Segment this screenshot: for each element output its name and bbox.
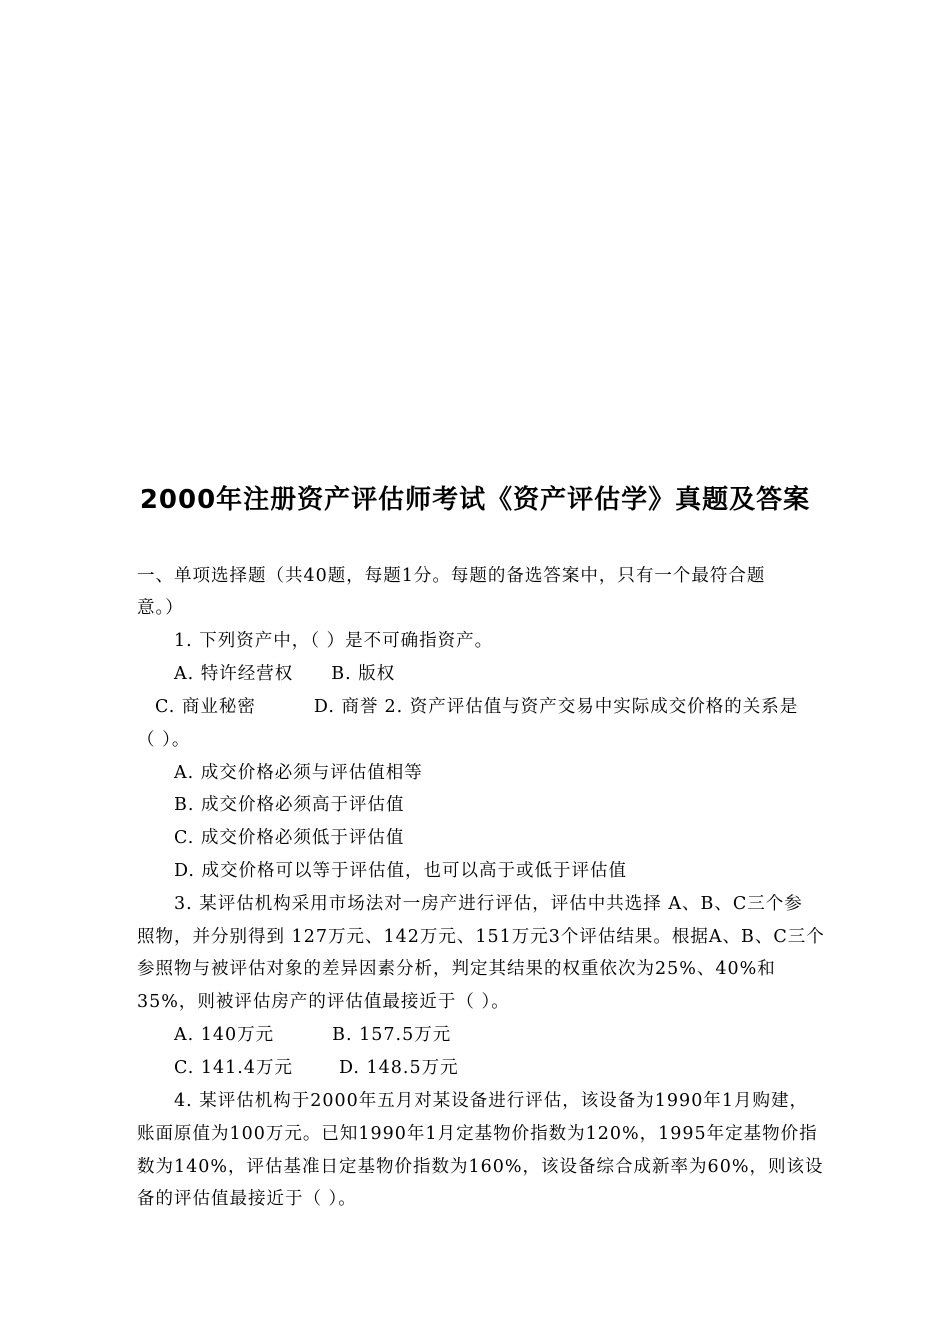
q2-option-b: B. 成交价格必须高于评估值 (174, 795, 405, 815)
q1-option-c: C. 商业秘密 (155, 697, 256, 717)
q3-stem-line-4: 35%，则被评估房产的评估值最接近于（ ）。 (137, 992, 510, 1012)
q3-option-a: A. 140万元 (174, 1025, 275, 1045)
q3-stem-line-1: 3. 某评估机构采用市场法对一房产进行评估，评估中共选择 A、B、C三个参 (174, 894, 803, 914)
q1-options-cd-q2-stem (155, 691, 798, 723)
q2-stem-line-2: （ ）。 (137, 730, 191, 750)
q4-stem-line-1: 4. 某评估机构于2000年五月对某设备进行评估，该设备为1990年1月购建， (174, 1091, 808, 1111)
q1-option-a: A. 特许经营权 (174, 664, 294, 684)
q4-stem-line-4: 备的评估值最接近于（ ）。 (137, 1189, 357, 1209)
q2-stem-line-1: 2. 资产评估值与资产交易中实际成交价格的关系是 (384, 697, 799, 717)
q3-options-ab (174, 1019, 451, 1051)
q4-stem-line-3: 数为140%，评估基准日定基物价指数为160%，该设备综合成新率为60%，则该设 (137, 1157, 824, 1177)
q3-option-c: C. 141.4万元 (174, 1058, 293, 1078)
q1-option-d: D. 商誉 (313, 697, 379, 717)
document-title: 2000年注册资产评估师考试《资产评估学》真题及答案 (139, 485, 811, 515)
q3-options-cd (174, 1052, 459, 1084)
q1-option-b: B. 版权 (331, 664, 396, 684)
section-heading-line-2: 意。） (137, 598, 184, 618)
q2-option-d: D. 成交价格可以等于评估值，也可以高于或低于评估值 (174, 861, 628, 881)
section-heading-line-1: 一、单项选择题（共40题，每题1分。每题的备选答案中，只有一个最符合题 (137, 566, 766, 586)
q2-option-a: A. 成交价格必须与评估值相等 (174, 763, 423, 783)
q4-stem-line-2: 账面原值为100万元。已知1990年1月定基物价指数为120%，1995年定基物价指 (137, 1124, 818, 1144)
q3-option-d: D. 148.5万元 (339, 1058, 459, 1078)
q3-stem-line-2: 照物，并分别得到 127万元、142万元、151万元3个评估结果。根据A、B、C三个 (137, 927, 825, 947)
q1-stem: 1. 下列资产中，（ ）是不可确指资产。 (174, 631, 494, 651)
q3-stem-line-3: 参照物与被评估对象的差异因素分析，判定其结果的权重依次为25%、40%和 (137, 959, 776, 979)
q1-options-ab (174, 658, 395, 690)
q3-option-b: B. 157.5万元 (332, 1025, 452, 1045)
q2-option-c: C. 成交价格必须低于评估值 (174, 828, 405, 848)
